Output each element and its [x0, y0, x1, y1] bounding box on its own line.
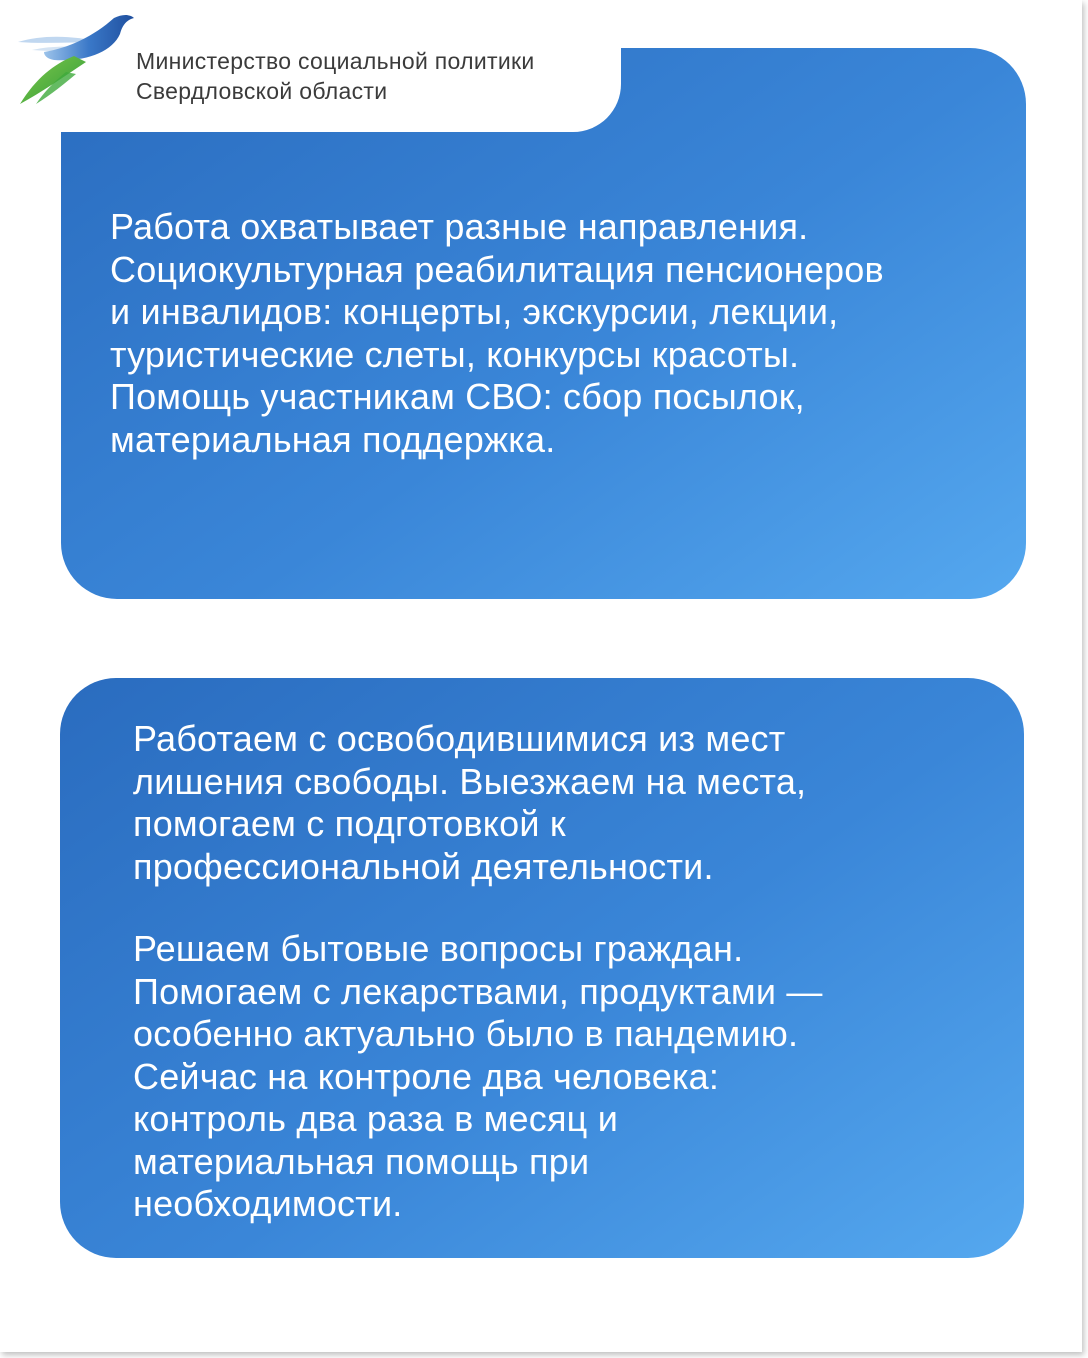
- text-line: Помощь участникам СВО: сбор посылок,: [110, 376, 805, 417]
- text-line: Помогаем с лекарствами, продуктами —: [133, 970, 823, 1012]
- org-name-line-1: Министерство социальной политики: [136, 48, 535, 74]
- swallow-bird-logo-icon: [14, 12, 136, 108]
- card-1-text: [110, 206, 884, 461]
- card-2-paragraph-2: [133, 928, 823, 1226]
- text-line: и инвалидов: концерты, экскурсии, лекции,: [110, 291, 839, 332]
- text-line: лишения свободы. Выезжаем на места,: [133, 760, 807, 802]
- text-line: Работаем с освободившимися из мест: [133, 718, 786, 759]
- text-line: помогаем с подготовкой к: [133, 803, 566, 844]
- organization-name: [136, 46, 535, 106]
- text-line: контроль два раза в месяц и: [133, 1098, 619, 1139]
- text-line: туристические слеты, конкурсы красоты.: [110, 333, 800, 375]
- text-line: особенно актуально было в пандемию.: [133, 1013, 799, 1054]
- text-line: материальная поддержка.: [110, 418, 556, 460]
- text-line: Социокультурная реабилитация пенсионеров: [110, 248, 884, 290]
- text-line: Работа охватывает разные направления.: [110, 206, 809, 247]
- text-line: профессиональной деятельности.: [133, 845, 714, 887]
- text-line: Решаем бытовые вопросы граждан.: [133, 928, 744, 969]
- card-2-paragraph-1: [133, 718, 806, 888]
- text-line: Сейчас на контроле два человека:: [133, 1055, 720, 1097]
- text-line: материальная помощь при: [133, 1140, 590, 1182]
- text-line: необходимости.: [133, 1183, 403, 1224]
- org-name-line-2: Свердловской области: [136, 78, 388, 104]
